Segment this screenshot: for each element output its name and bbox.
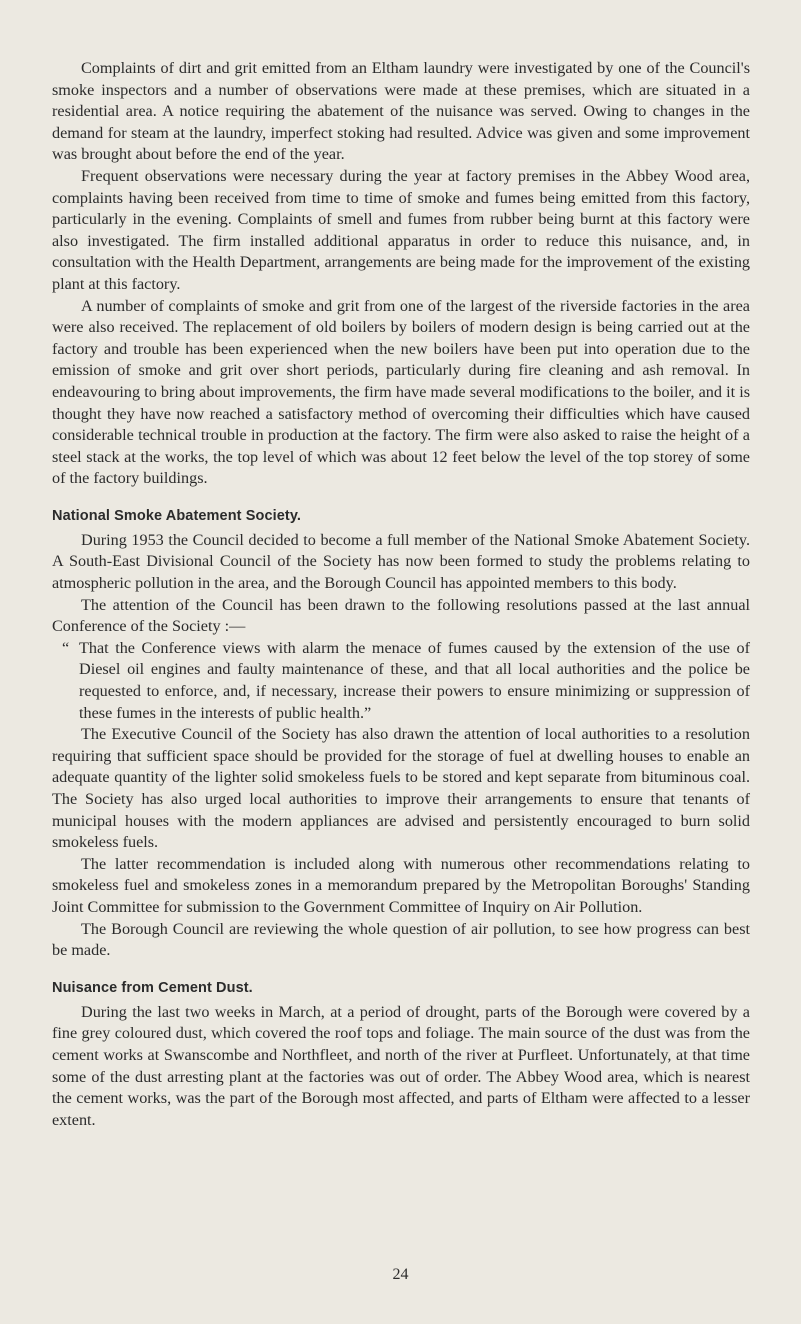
paragraph: Complaints of dirt and grit emitted from an Eltham laundry were investigated by one of the Council's smoke inspectors and a number of observations were made at these premises, which are situated in a residential area. A notice requiring the abatement of the nuisance was served. Owing to changes in the demand for steam at the laundry, imperfect stoking had resulted. Advice was given and some improvement was brought about before the end of the year. — [52, 59, 750, 164]
paragraph: The Executive Council of the Society has also drawn the attention of local authorities to a resolution requiring that sufficient space should be provided for the storage of fuel at dwelling houses to enable an adequate quantity of the lighter solid smokeless fuels to be stored and kept separate from bituminous coal. The Society has also urged local authorities to improve their arrangements to ensure that tenants of municipal houses with the modern appliances are advised and persistently encouraged to burn solid smokeless fuels. — [52, 725, 750, 852]
section-cement-dust — [52, 979, 750, 1132]
paragraph: During 1953 the Council decided to become a full member of the National Smoke Abatement Society. A South-East Divisional Council of the Society has now been formed to study the problems relating to atmospheric pollution in the area, and the Borough Council has appointed members to this body. — [52, 530, 750, 593]
section-national-smoke-abatement-society — [52, 507, 750, 962]
section-heading: National Smoke Abatement Society. — [52, 507, 302, 524]
paragraph: A number of complaints of smoke and grit from one of the largest of the riverside factories in the area were also received. The replacement of old boilers by boilers of modern design is being carried out at the factory and trouble has been experienced when the new boilers have been put into operation due to the emission of smoke and grit over short periods, particularly during fire cleaning and ash removal. In endeavouring to bring about improvements, the firm have made several modifications to the boiler, and it is thought they have now reached a satisfactory method of overcoming their difficulties which have caused considerable technical trouble in production at the factory. The firm were also asked to raise the height of a steel stack at the works, the top level of which was about 12 feet below the level of the top storey of some of the factory buildings. — [52, 296, 750, 488]
section-smoke-complaints — [52, 58, 750, 490]
page-number: 24 — [392, 1266, 409, 1283]
section-heading: Nuisance from Cement Dust. — [52, 979, 253, 996]
document-page — [52, 58, 750, 1131]
resolution-quote — [52, 638, 750, 724]
resolution-quote-text: That the Conference views with alarm the menace of fumes caused by the extension of the use of Diesel oil engines and faulty maintenance of these, and that all local authorities and the police be requested to enforce, and, if necessary, increase their powers to ensure minimizing or suppression of these fumes in the interests of public health.” — [79, 638, 750, 722]
paragraph: During the last two weeks in March, at a period of drought, parts of the Borough were covered by a fine grey coloured dust, which covered the roof tops and foliage. The main source of the dust was from the cement works at Swanscombe and Northfleet, and north of the river at Purfleet. Unfortunately, at that time some of the dust arresting plant at the factories was out of order. The Abbey Wood area, which is nearest the cement works, was the part of the Borough most affected, and parts of Eltham were affected to a lesser extent. — [52, 1002, 750, 1129]
open-quote-mark: “ — [62, 638, 70, 657]
paragraph: The attention of the Council has been drawn to the following resolutions passed at the last annual Conference of the Society :— — [52, 595, 750, 636]
paragraph: The latter recommendation is included along with numerous other recommendations relating to smokeless fuel and smokeless zones in a memorandum prepared by the Metropolitan Boroughs' Standing Joint Committee for submission to the Government Committee of Inquiry on Air Pollution. — [52, 854, 750, 916]
paragraph: Frequent observations were necessary during the year at factory premises in the Abbey Wood area, complaints having been received from time to time of smoke and fumes being emitted from this factory, particularly in the evening. Complaints of smell and fumes from rubber being burnt at this factory were also investigated. The firm installed additional apparatus in order to reduce this nuisance, and, in consultation with the Health Department, arrangements are being made for the improvement of the existing plant at this factory. — [52, 166, 750, 293]
paragraph: The Borough Council are reviewing the whole question of air pollution, to see how progress can best be made. — [52, 919, 750, 960]
